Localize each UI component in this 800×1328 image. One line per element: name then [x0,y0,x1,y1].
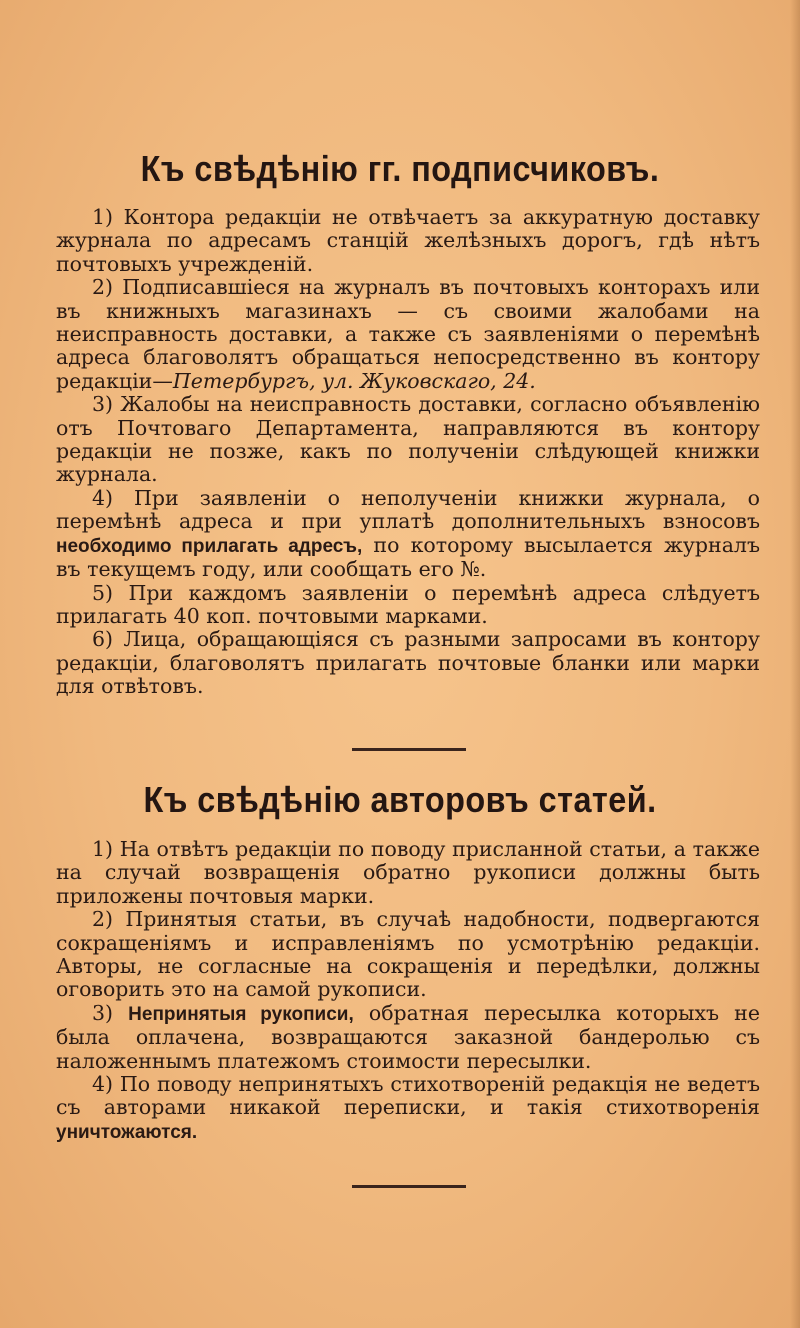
subscribers-heading: Къ свѣдѣнію гг. подписчиковъ. [140,148,660,189]
authors-paragraph-3-emphasis: Непринятыя рукописи, [128,1003,354,1025]
authors-paragraph-4 [56,1073,760,1144]
subscribers-paragraph-2 [56,276,760,393]
subscribers-paragraph-1: 1) Контора редакціи не отвѣчаетъ за аккуратную доставку журнала по адресамъ станцій желѣзныхъ дорогъ, гдѣ нѣтъ почтовыхъ учрежденій. [56,205,760,276]
editorial-address: Петербургъ, ул. Жуковскаго, 24. [172,368,536,393]
subscribers-paragraph-4-emphasis: необходимо прилагать адресъ, [56,535,363,557]
subscribers-paragraph-4 [56,487,760,582]
end-divider [352,1185,466,1188]
authors-section [56,838,760,1144]
authors-paragraph-3-text: обратная пересылка которыхъ не была оплачена, возвращаются заказной бандеролью съ наложеннымъ платежомъ стоимости пересылки. [56,1000,760,1073]
authors-paragraph-4-text: 4) По поводу непринятыхъ стихотвореній редакція не ведетъ съ авторами никакой переписки, и такія стихотворенія [56,1072,760,1120]
authors-paragraph-3 [56,1002,760,1073]
subscribers-paragraph-6: 6) Лица, обращающіяся съ разными запросами въ контору редакціи, благоволятъ прилагать почтовые бланки или марки для отвѣтовъ. [56,627,760,699]
page-edge-shadow [790,0,800,1328]
authors-paragraph-2: 2) Принятыя статьи, въ случаѣ надобности, подвергаются сокращеніямъ и исправленіямъ по усмотрѣнію редакціи. Авторы, не согласные на сокращенія и передѣлки, должны оговорить это на самой рукописи. [56,907,760,1002]
authors-paragraph-4-emphasis: уничтожаются. [56,1121,198,1143]
subscribers-paragraph-4-text-a: 4) При заявленіи о неполученіи книжки журнала, о перемѣнѣ адреса и при уплатѣ дополнительныхъ взносовъ [56,485,760,534]
subscribers-paragraph-3: 3) Жалобы на неисправность доставки, согласно объявленію отъ Почтоваго Департамента, направляются въ контору редакціи не позже, какъ по полученіи слѣдующей книжки журнала. [56,392,760,487]
authors-heading: Къ свѣдѣнію авторовъ статей. [143,779,657,820]
subscribers-section [56,206,760,699]
authors-paragraph-3-number: 3) [92,1000,114,1025]
subscribers-paragraph-5: 5) При каждомъ заявленіи о перемѣнѣ адреса слѣдуетъ прилагать 40 коп. почтовыми марками. [56,580,760,628]
subscribers-paragraph-2-text: 2) Подписавшіеся на журналъ въ почтовыхъ конторахъ или въ книжныхъ магазинахъ — съ своими жалобами на неисправность доставки, а также съ заявленіями о перемѣнѣ адреса благоволятъ обращаться непосредственно въ контору редакціи— [56,275,760,393]
section-divider [352,748,466,751]
subscribers-paragraph-4-text-b: по которому высылается журналъ въ текущемъ году, или сообщать его №. [56,532,760,582]
authors-paragraph-1: 1) На отвѣтъ редакціи по поводу присланной статьи, а также на случай возвращенія обратно рукописи должны быть приложены почтовыя марки. [56,837,760,908]
